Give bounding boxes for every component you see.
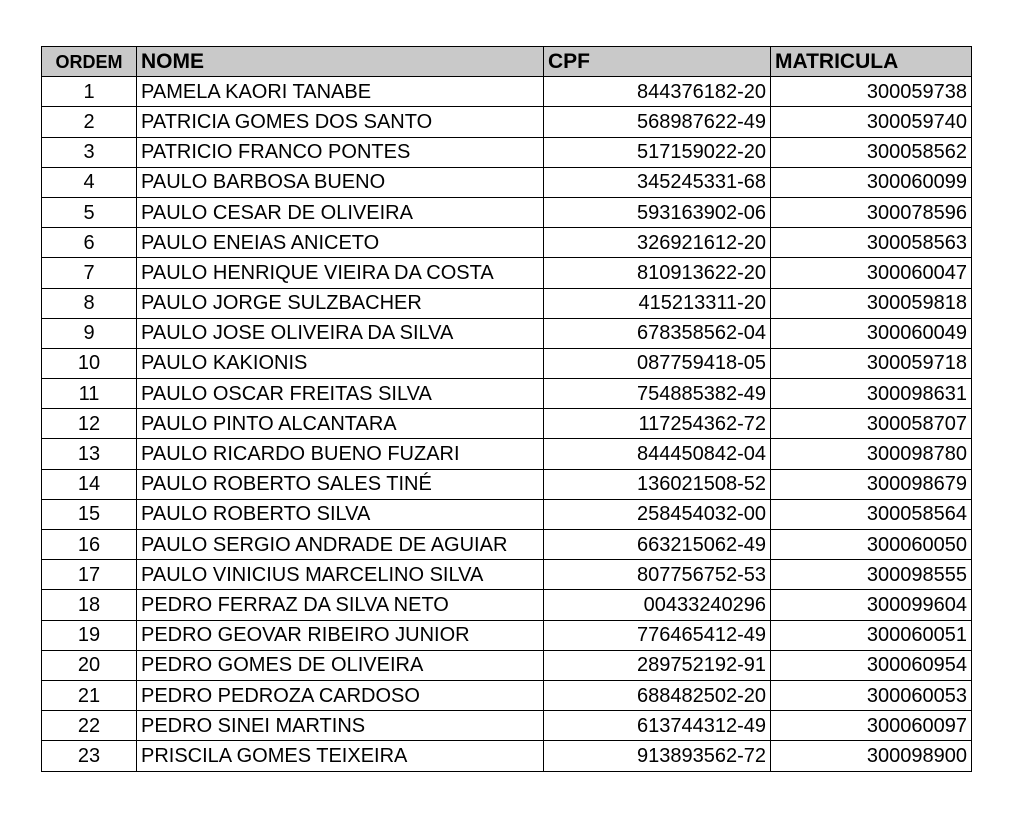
table-header: [42, 47, 972, 77]
cell-ordem: 3: [42, 137, 137, 167]
cell-ordem: 14: [42, 469, 137, 499]
table-row: [42, 288, 972, 318]
table-row: [42, 137, 972, 167]
table-row: [42, 77, 972, 107]
cell-cpf: 258454032-00: [544, 499, 771, 529]
cell-nome: PAULO ROBERTO SALES TINÉ: [137, 469, 544, 499]
cell-nome: PAULO CESAR DE OLIVEIRA: [137, 197, 544, 227]
table-row: [42, 680, 972, 710]
cell-matricula: 300059740: [771, 107, 972, 137]
table-row: [42, 560, 972, 590]
cell-nome: PAULO KAKIONIS: [137, 348, 544, 378]
cell-cpf: 136021508-52: [544, 469, 771, 499]
cell-matricula: 300060047: [771, 258, 972, 288]
cell-nome: PATRICIO FRANCO PONTES: [137, 137, 544, 167]
cell-nome: PAULO SERGIO ANDRADE DE AGUIAR: [137, 530, 544, 560]
cell-cpf: 00433240296: [544, 590, 771, 620]
table-row: [42, 741, 972, 771]
cell-nome: PAULO JOSE OLIVEIRA DA SILVA: [137, 318, 544, 348]
cell-nome: PEDRO FERRAZ DA SILVA NETO: [137, 590, 544, 620]
cell-cpf: 087759418-05: [544, 348, 771, 378]
table-row: [42, 167, 972, 197]
cell-cpf: 613744312-49: [544, 711, 771, 741]
cell-ordem: 17: [42, 560, 137, 590]
header-row: [42, 47, 972, 77]
cell-cpf: 289752192-91: [544, 650, 771, 680]
cell-nome: PAULO PINTO ALCANTARA: [137, 409, 544, 439]
cell-nome: PAULO RICARDO BUENO FUZARI: [137, 439, 544, 469]
cell-matricula: 300098679: [771, 469, 972, 499]
table-row: [42, 499, 972, 529]
header-cpf: CPF: [544, 47, 771, 77]
table-row: [42, 348, 972, 378]
cell-cpf: 326921612-20: [544, 228, 771, 258]
cell-ordem: 12: [42, 409, 137, 439]
cell-matricula: 300060050: [771, 530, 972, 560]
cell-ordem: 22: [42, 711, 137, 741]
cell-ordem: 5: [42, 197, 137, 227]
cell-nome: PRISCILA GOMES TEIXEIRA: [137, 741, 544, 771]
cell-cpf: 844376182-20: [544, 77, 771, 107]
table-row: [42, 590, 972, 620]
cell-matricula: 300098555: [771, 560, 972, 590]
table-row: [42, 711, 972, 741]
cell-ordem: 9: [42, 318, 137, 348]
cell-nome: PEDRO GEOVAR RIBEIRO JUNIOR: [137, 620, 544, 650]
cell-matricula: 300098631: [771, 379, 972, 409]
cell-cpf: 754885382-49: [544, 379, 771, 409]
cell-ordem: 15: [42, 499, 137, 529]
cell-cpf: 776465412-49: [544, 620, 771, 650]
cell-matricula: 300060049: [771, 318, 972, 348]
cell-cpf: 913893562-72: [544, 741, 771, 771]
cell-matricula: 300060099: [771, 167, 972, 197]
cell-ordem: 2: [42, 107, 137, 137]
table-row: [42, 379, 972, 409]
cell-cpf: 345245331-68: [544, 167, 771, 197]
cell-nome: PEDRO SINEI MARTINS: [137, 711, 544, 741]
cell-cpf: 517159022-20: [544, 137, 771, 167]
roster-table: [41, 46, 972, 772]
header-nome: NOME: [137, 47, 544, 77]
cell-nome: PEDRO GOMES DE OLIVEIRA: [137, 650, 544, 680]
cell-matricula: 300098900: [771, 741, 972, 771]
cell-matricula: 300099604: [771, 590, 972, 620]
cell-cpf: 678358562-04: [544, 318, 771, 348]
cell-cpf: 415213311-20: [544, 288, 771, 318]
cell-nome: PAULO VINICIUS MARCELINO SILVA: [137, 560, 544, 590]
header-ordem: ORDEM: [42, 47, 137, 77]
table-body: [42, 77, 972, 771]
cell-matricula: 300060097: [771, 711, 972, 741]
cell-nome: PAULO BARBOSA BUENO: [137, 167, 544, 197]
cell-cpf: 688482502-20: [544, 680, 771, 710]
cell-ordem: 10: [42, 348, 137, 378]
cell-ordem: 13: [42, 439, 137, 469]
table-row: [42, 439, 972, 469]
cell-nome: PAULO HENRIQUE VIEIRA DA COSTA: [137, 258, 544, 288]
cell-nome: PAULO ENEIAS ANICETO: [137, 228, 544, 258]
table-row: [42, 107, 972, 137]
table-row: [42, 409, 972, 439]
cell-nome: PEDRO PEDROZA CARDOSO: [137, 680, 544, 710]
header-matricula: MATRICULA: [771, 47, 972, 77]
cell-cpf: 117254362-72: [544, 409, 771, 439]
cell-cpf: 807756752-53: [544, 560, 771, 590]
table-row: [42, 650, 972, 680]
cell-ordem: 23: [42, 741, 137, 771]
cell-ordem: 18: [42, 590, 137, 620]
table-row: [42, 318, 972, 348]
table-row: [42, 197, 972, 227]
cell-nome: PAULO ROBERTO SILVA: [137, 499, 544, 529]
cell-ordem: 6: [42, 228, 137, 258]
table-row: [42, 530, 972, 560]
cell-matricula: 300058707: [771, 409, 972, 439]
cell-ordem: 7: [42, 258, 137, 288]
cell-matricula: 300060051: [771, 620, 972, 650]
table-row: [42, 258, 972, 288]
cell-ordem: 8: [42, 288, 137, 318]
cell-matricula: 300058562: [771, 137, 972, 167]
cell-nome: PAMELA KAORI TANABE: [137, 77, 544, 107]
cell-ordem: 11: [42, 379, 137, 409]
cell-matricula: 300059738: [771, 77, 972, 107]
cell-nome: PAULO JORGE SULZBACHER: [137, 288, 544, 318]
cell-nome: PAULO OSCAR FREITAS SILVA: [137, 379, 544, 409]
cell-matricula: 300098780: [771, 439, 972, 469]
cell-cpf: 568987622-49: [544, 107, 771, 137]
cell-ordem: 1: [42, 77, 137, 107]
cell-matricula: 300058564: [771, 499, 972, 529]
cell-cpf: 663215062-49: [544, 530, 771, 560]
cell-cpf: 844450842-04: [544, 439, 771, 469]
table-row: [42, 228, 972, 258]
cell-cpf: 593163902-06: [544, 197, 771, 227]
cell-matricula: 300060053: [771, 680, 972, 710]
cell-matricula: 300059718: [771, 348, 972, 378]
cell-matricula: 300078596: [771, 197, 972, 227]
cell-matricula: 300059818: [771, 288, 972, 318]
cell-matricula: 300060954: [771, 650, 972, 680]
cell-ordem: 4: [42, 167, 137, 197]
cell-ordem: 21: [42, 680, 137, 710]
cell-ordem: 16: [42, 530, 137, 560]
cell-matricula: 300058563: [771, 228, 972, 258]
cell-nome: PATRICIA GOMES DOS SANTO: [137, 107, 544, 137]
cell-ordem: 19: [42, 620, 137, 650]
cell-cpf: 810913622-20: [544, 258, 771, 288]
table-row: [42, 469, 972, 499]
cell-ordem: 20: [42, 650, 137, 680]
table-row: [42, 620, 972, 650]
